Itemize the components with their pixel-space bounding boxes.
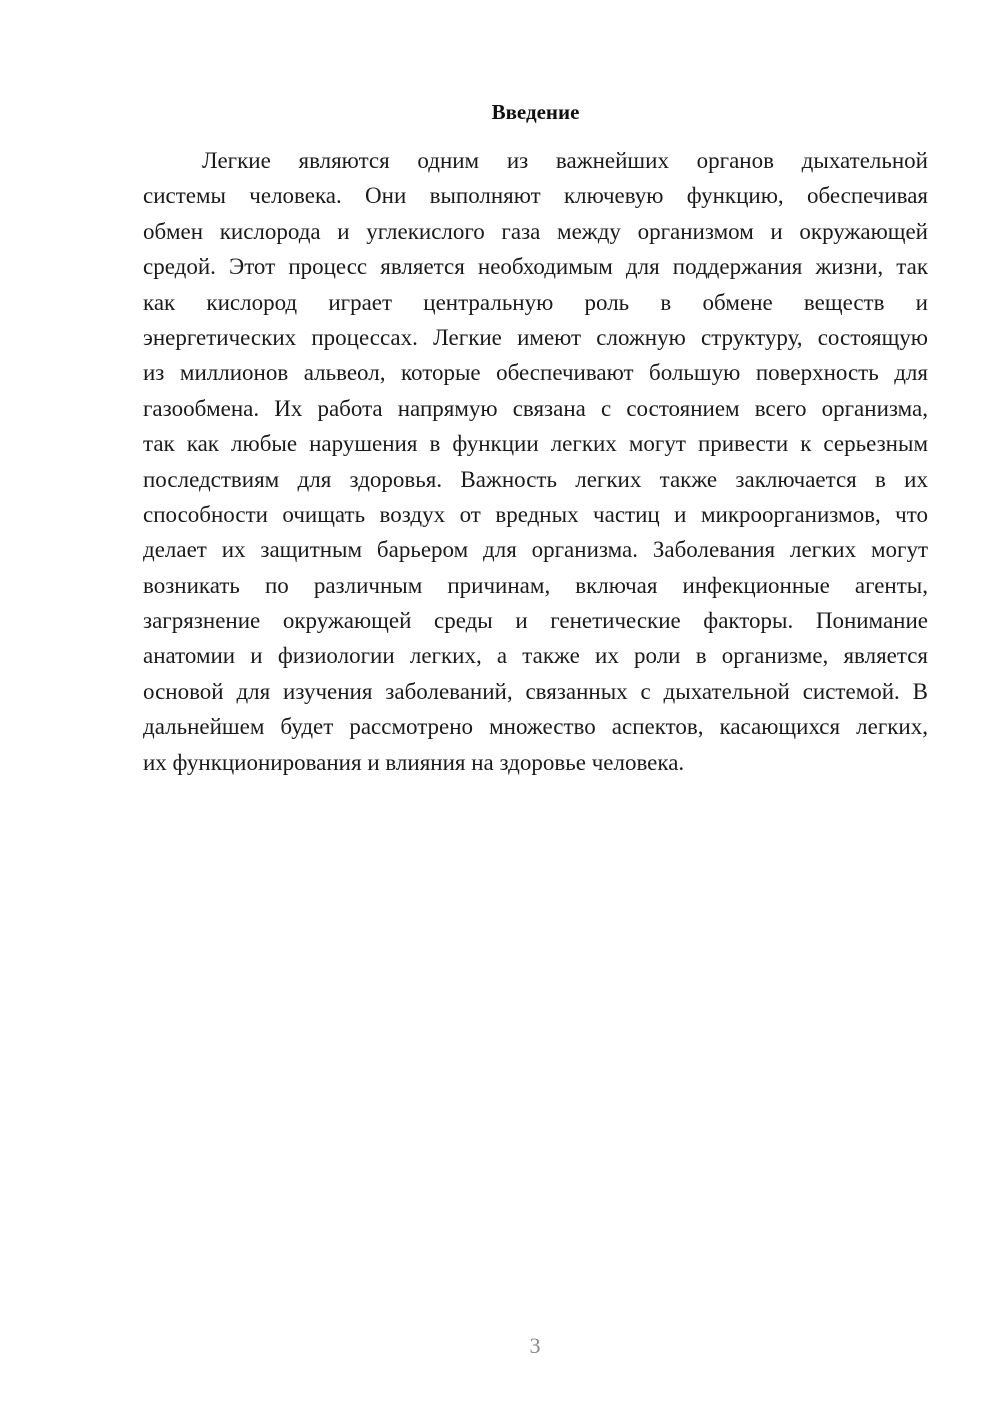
paragraph-line: их функционирования и влияния на здоровье человека.: [143, 749, 685, 775]
paragraph-line: так как любые нарушения в функции легких могут привести к серьезным: [143, 431, 928, 457]
paragraph-line: Легкие являются одним из важнейших органов дыхательной: [202, 148, 928, 173]
paragraph-line: загрязнение окружающей среды и генетические факторы. Понимание: [143, 608, 928, 634]
paragraph-line: делает их защитным барьером для организма. Заболевания легких могут: [143, 537, 928, 563]
page-number: 3: [529, 1333, 541, 1358]
body-paragraph: [143, 143, 928, 780]
paragraph-line: как кислород играет центральную роль в обмене веществ и: [143, 289, 928, 315]
paragraph-line: последствиям для здоровья. Важность легких также заключается в их: [143, 466, 928, 492]
paragraph-line: анатомии и физиологии легких, а также их роли в организме, является: [143, 643, 928, 669]
paragraph-line: средой. Этот процесс является необходимым для поддержания жизни, так: [143, 254, 928, 280]
paragraph-line: из миллионов альвеол, которые обеспечивают большую поверхность для: [143, 360, 928, 386]
paragraph-line: возникать по различным причинам, включая инфекционные агенты,: [143, 572, 928, 598]
paragraph-line: дальнейшем будет рассмотрено множество аспектов, касающихся легких,: [143, 714, 928, 740]
section-heading: Введение: [491, 100, 580, 124]
paragraph-line: газообмена. Их работа напрямую связана с состоянием всего организма,: [143, 395, 928, 421]
paragraph-line: основой для изучения заболеваний, связанных с дыхательной системой. В: [143, 678, 928, 704]
paragraph-line: обмен кислорода и углекислого газа между организмом и окружающей: [143, 218, 928, 244]
paragraph-line: способности очищать воздух от вредных частиц и микроорганизмов, что: [143, 501, 928, 527]
paragraph-line: системы человека. Они выполняют ключевую функцию, обеспечивая: [143, 183, 928, 209]
paragraph-line: энергетических процессах. Легкие имеют сложную структуру, состоящую: [143, 324, 928, 350]
